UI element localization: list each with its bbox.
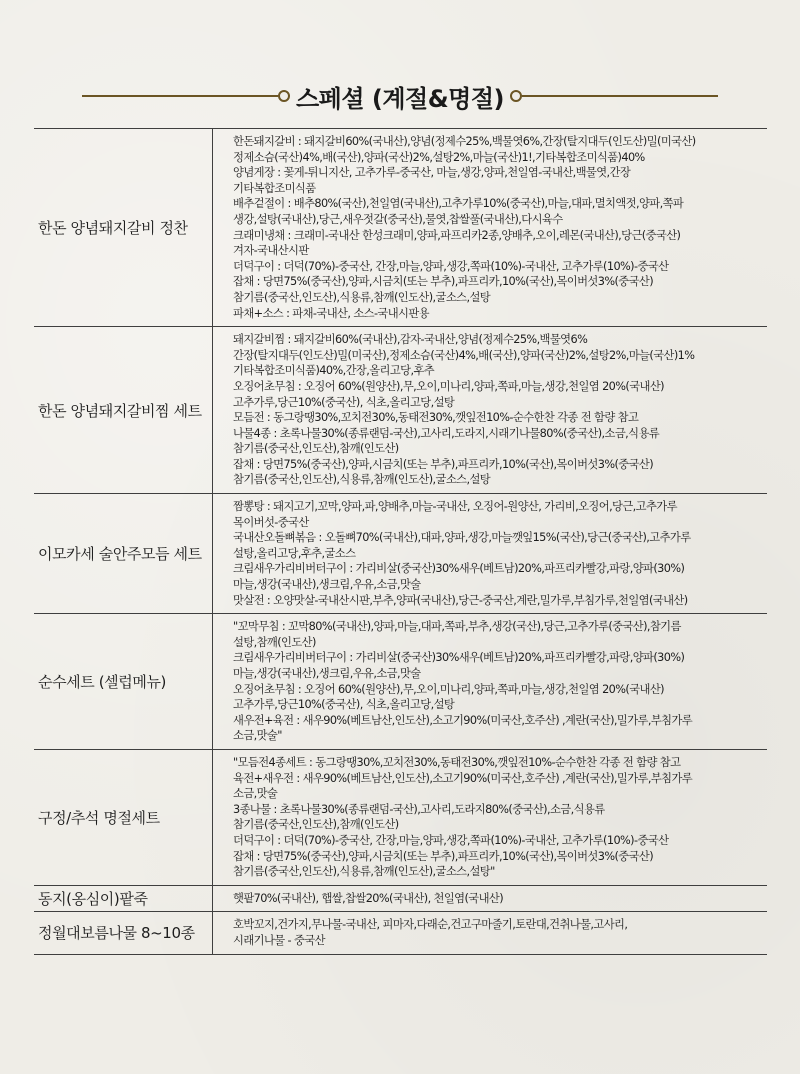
ingredient-line: 나물4종 : 초록나물30%(종류랜덤-국산),고사리,도라지,시래기나물80%(중국산),소금,식용류 [233, 426, 660, 440]
ingredient-line: 마늘,생강(국내산),생크림,우유,소금,맛술 [233, 578, 421, 592]
ingredient-origin-cell [213, 494, 768, 614]
header-ornament-left [278, 90, 290, 102]
menu-row [34, 327, 767, 494]
ingredient-line: 크림새우가리비버터구이 : 가리비살(중국산)30%새우(베트남)20%,파프리카빨강,파랑,양파(30%) [233, 562, 685, 576]
section-header [0, 72, 800, 120]
ingredient-line: 국내산오돌뼈볶음 : 오돌뼈70%(국내산),대파,양파,생강,마늘깻잎15%(국산),당근(중국산),고추가루 [233, 531, 691, 545]
ingredient-line: 소금,맛술" [233, 729, 282, 743]
ingredient-line: 시래기나물 - 중국산 [233, 933, 325, 947]
menu-name: 동지(옹심이)팥죽 [34, 885, 213, 912]
menu-row [34, 912, 767, 954]
menu-name: 정월대보름나물 8~10종 [34, 912, 213, 954]
ingredient-line: 맛살전 : 오양맛살-국내산시판,부추,양파(국내산),당근-중국산,계란,밀가루,부침가루,천일염(국내산) [233, 593, 688, 607]
ingredient-line: 참기름(중국산,인도산),참깨(인도산) [233, 442, 399, 456]
ingredient-line: 잡채 : 당면75%(중국산),양파,시금치(또는 부추),파프리카,10%(국산),목이버섯3%(중국산) [233, 457, 654, 471]
ingredient-origin-cell [213, 129, 768, 327]
ingredient-line: 고추가루,당근10%(중국산), 식초,올리고당,설탕 [233, 395, 455, 409]
ingredient-line: 소금,맛술 [233, 787, 278, 801]
ingredient-line: 기타복합조미식품)40%,간장,올리고당,후추 [233, 364, 435, 378]
origin-table [34, 128, 767, 955]
ingredient-line: 겨자-국내산시판 [233, 244, 309, 258]
menu-row [34, 494, 767, 614]
menu-row [34, 614, 767, 750]
ingredient-line: 모듬전 : 동그랑땡30%,꼬치전30%,동태전30%,깻잎전10%-순수한찬 각종 전 함량 참고 [233, 411, 639, 425]
ingredient-line: 설탕,올리고당,후추,굴소스 [233, 546, 356, 560]
header-rule-right [522, 95, 718, 97]
ingredient-line: 호박꼬지,건가지,무나물-국내산, 피마자,다래순,건고구마줄기,토란대,건취나물,고사리, [233, 918, 628, 932]
ingredient-line: 새우전+육전 : 새우90%(베트남산,인도산),소고기90%(미국산,호주산) ,계란(국산),밀가루,부침가루 [233, 713, 693, 727]
ingredient-line: 한돈돼지갈비 : 돼지갈비60%(국내산),양념(정제수25%,백물엿6%,간장(탈지대두(인도산)밀(미국산) [233, 135, 696, 148]
ingredient-line: 크래미냉채 : 크래미-국내산 한성크래미,양파,파프리카2종,양배추,오이,레몬(국내산),당근(중국산) [233, 228, 681, 242]
ingredient-line: 더덕구이 : 더덕(70%)-중국산, 간장,마늘,양파,생강,쪽파(10%)-국내산, 고추가루(10%)-중국산 [233, 833, 669, 847]
header-ornament-right [510, 90, 522, 102]
ingredient-line: 배추겉절이 : 배추80%(국산),천일염(국내산),고추가루10%(중국산),마늘,대파,멸치액젓,양파,쪽파 [233, 197, 684, 211]
ingredient-origin-cell [213, 885, 768, 912]
ingredient-line: 크림새우가리비버터구이 : 가리비살(중국산)30%새우(베트남)20%,파프리카빨강,파랑,양파(30%) [233, 651, 685, 665]
ingredient-line: 햇팥70%(국내산), 햅쌀,찹쌀20%(국내산), 천일염(국내산) [233, 891, 504, 905]
origin-table-body [34, 129, 767, 955]
header-rule-left [82, 95, 278, 97]
ingredient-line: 참기름(중국산,인도산),식용류,참깨(인도산),굴소스,설탕 [233, 290, 491, 304]
ingredient-line: "꼬막무침 : 꼬막80%(국내산),양파,마늘,대파,쪽파,부추,생강(국산),당근,고추가루(중국산),참기름 [233, 620, 681, 634]
ingredient-line: 참기름(중국산,인도산),식용류,참깨(인도산),굴소스,설탕" [233, 865, 495, 879]
ingredient-line: 돼지갈비찜 : 돼지갈비60%(국내산),감자-국내산,양념(정제수25%,백물엿6% [233, 333, 588, 347]
menu-row [34, 749, 767, 885]
ingredient-line: 고추가루,당근10%(중국산), 식초,올리고당,설탕 [233, 698, 455, 712]
ingredient-origin-cell [213, 749, 768, 885]
ingredient-line: 간장(탈지대두(인도산)밀(미국산),정제소슴(국산)4%,배(국산),양파(국산)2%,설탕2%,마늘(국산)1% [233, 348, 695, 362]
ingredient-line: 정제소슴(국산)4%,배(국산),양파(국산)2%,설탕2%,마늘(국산)1!,기타복합조미식품)40% [233, 150, 645, 164]
ingredient-line: 육전+새우전 : 새우90%(베트남산,인도산),소고기90%(미국산,호주산) ,계란(국산),밀가루,부침가루 [233, 771, 693, 785]
ingredient-line: 마늘,생강(국내산),생크림,우유,소금,맛술 [233, 667, 421, 680]
ingredient-line: 목이버섯-중국산 [233, 515, 309, 529]
ingredient-line: 참기름(중국산,인도산),참깨(인도산) [233, 818, 399, 832]
ingredient-line: 3종나물 : 초록나물30%(종류랜덤-국산),고사리,도라지80%(중국산),소금,식용류 [233, 802, 605, 816]
ingredient-origin-cell [213, 912, 768, 954]
menu-name: 한돈 양념돼지갈비찜 세트 [34, 327, 213, 494]
ingredient-line: 오징어초무침 : 오징어 60%(원양산),무,오이,미나리,양파,쪽파,마늘,생강,천일염 20%(국내산) [233, 682, 664, 696]
ingredient-line: 잡채 : 당면75%(중국산),양파,시금치(또는 부추),파프리카,10%(국산),목이버섯3%(중국산) [233, 275, 654, 289]
ingredient-line: 잡채 : 당면75%(중국산),양파,시금치(또는 부추),파프리카,10%(국산),목이버섯3%(중국산) [233, 849, 654, 863]
ingredient-line: 양념게장 : 꽃게-튀니지산, 고추가루-중국산, 마늘,생강,양파,천일염-국내산,백물엿,간장 [233, 166, 631, 180]
ingredient-line: 오징어초무침 : 오징어 60%(원양산),무,오이,미나리,양파,쪽파,마늘,생강,천일염 20%(국내산) [233, 379, 664, 393]
ingredient-line: 파채+소스 : 파채-국내산, 소스-국내시판용 [233, 306, 429, 320]
ingredient-line: 생강,설탕(국내산),당근,새우젓갈(중국산),물엿,찹쌀풀(국내산),다시육수 [233, 212, 563, 226]
menu-name: 이모카세 술안주모듬 세트 [34, 494, 213, 614]
ingredient-origin-cell [213, 614, 768, 750]
ingredient-line: 참기름(중국산,인도산),식용류,참깨(인도산),굴소스,설탕 [233, 473, 491, 487]
section-title: 스페셜 (계절&명절) [295, 85, 504, 113]
ingredient-line: 기타복합조미식품 [233, 181, 316, 195]
ingredient-origin-cell [213, 327, 768, 494]
menu-name: 한돈 양념돼지갈비 정찬 [34, 129, 213, 327]
ingredient-line: 짬뽕탕 : 돼지고기,꼬막,양파,파,양배추,마늘-국내산, 오징어-원양산, 가리비,오징어,당근,고추가루 [233, 500, 677, 514]
menu-row [34, 129, 767, 327]
ingredient-line: "모듬전4종세트 : 동그랑땡30%,꼬치전30%,동태전30%,깻잎전10%-순수한찬 각종 전 함량 참고 [233, 755, 681, 769]
ingredient-line: 설탕,참깨(인도산) [233, 635, 316, 649]
menu-name: 순수세트 (셀럽메뉴) [34, 614, 213, 750]
menu-name: 구정/추석 명절세트 [34, 749, 213, 885]
ingredient-line: 더덕구이 : 더덕(70%)-중국산, 간장,마늘,양파,생강,쪽파(10%)-국내산, 고추가루(10%)-중국산 [233, 259, 669, 273]
menu-row [34, 885, 767, 912]
